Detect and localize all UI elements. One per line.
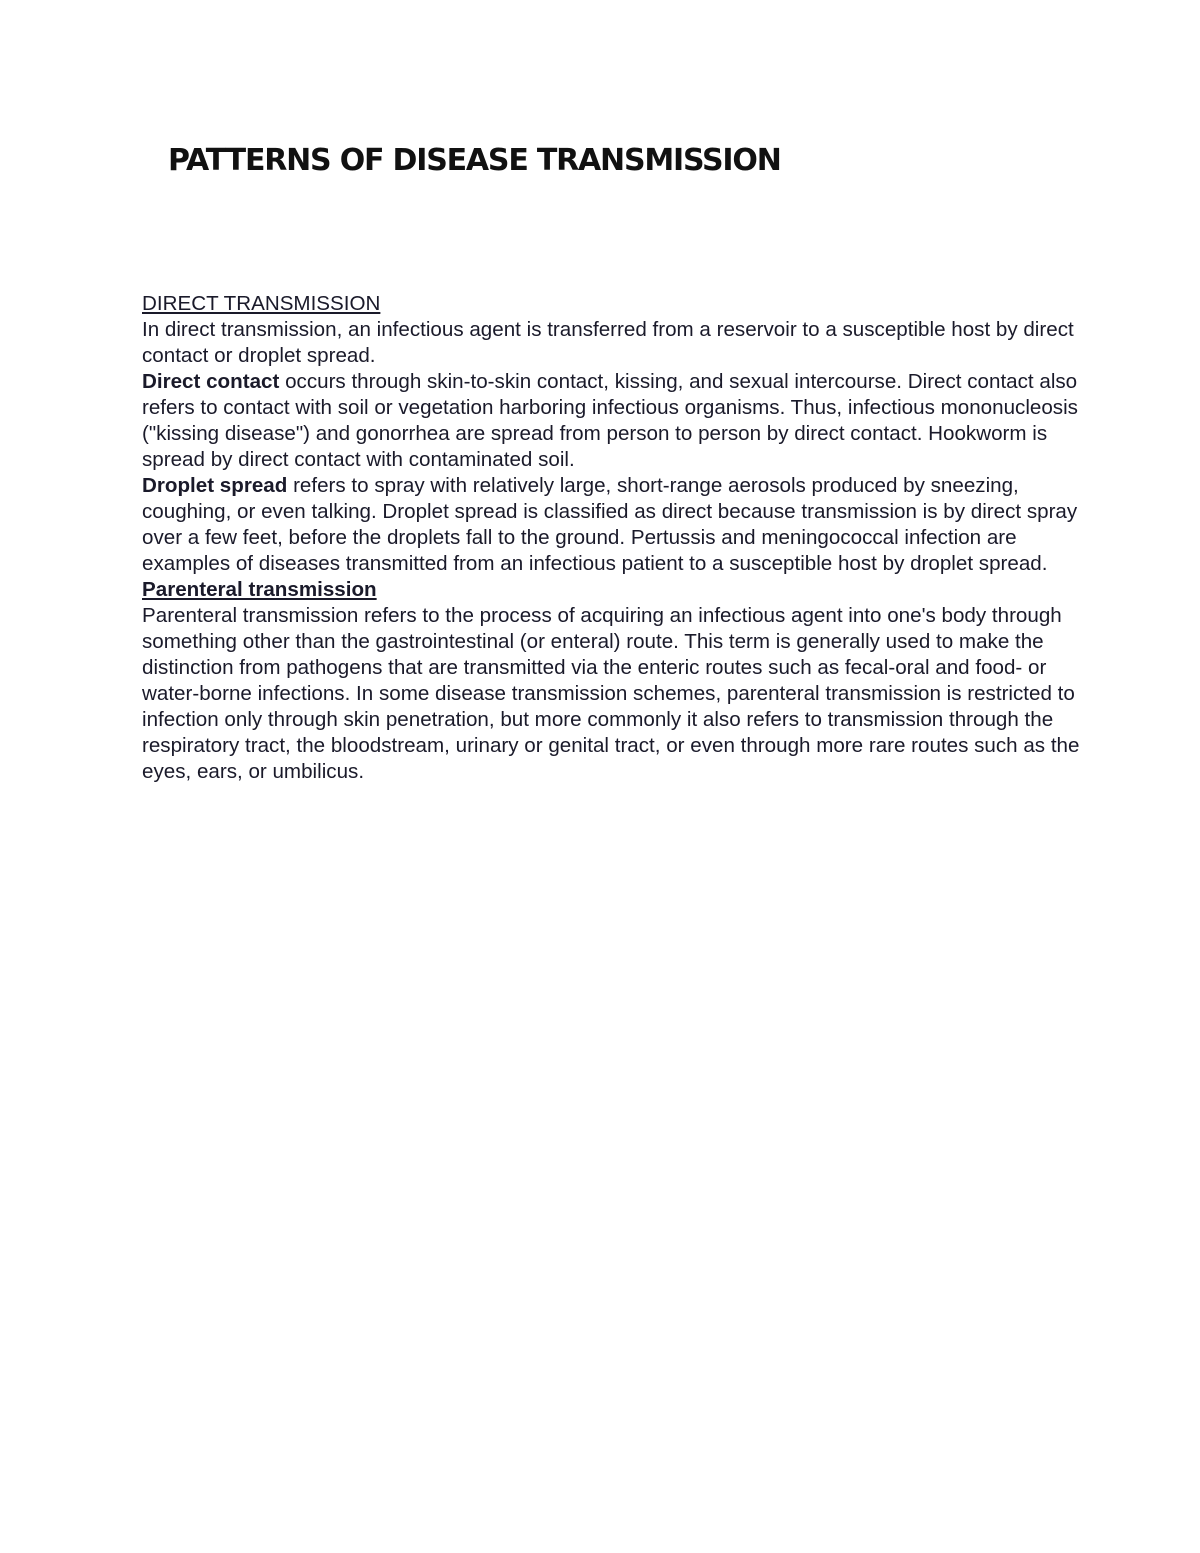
section-heading: DIRECT TRANSMISSION: [142, 292, 381, 315]
section-intro: In direct transmission, an infectious agent is transferred from a reservoir to a susceptible host by direct contact or droplet spread.: [142, 318, 1074, 367]
term-droplet-spread: Droplet spread: [142, 474, 288, 497]
section-direct-transmission: [142, 291, 1082, 577]
document-body: [142, 291, 1082, 785]
section-heading: Parenteral transmission: [142, 578, 377, 601]
document-title: PATTERNS OF DISEASE TRANSMISSION: [168, 143, 781, 178]
term-direct-contact: Direct contact: [142, 370, 280, 393]
section-intro: Parenteral transmission refers to the process of acquiring an infectious agent into one's body through something other than the gastrointestinal (or enteral) route. This term is generally used to make the distinction from pathogens that are transmitted via the enteric routes such as fecal-oral and food- or water-borne infections. In some disease transmission schemes, parenteral transmission is restricted to infection only through skin penetration, but more commonly it also refers to transmission through the respiratory tract, the bloodstream, urinary or genital tract, or even through more rare routes such as the eyes, ears, or umbilicus.: [142, 604, 1080, 783]
paragraph-droplet-spread: [142, 473, 1082, 577]
paragraph-text: refers to spray with relatively large, short-range aerosols produced by sneezing, coughing, or even talking. Droplet spread is classified as direct because transmission is by direct spray over a few feet, before the droplets fall to the ground. Pertussis and meningococcal infection are examples of diseases transmitted from an infectious patient to a susceptible host by droplet spread.: [142, 474, 1078, 575]
paragraph-direct-contact: [142, 369, 1082, 473]
paragraph-text: occurs through skin-to-skin contact, kissing, and sexual intercourse. Direct contact also refers to contact with soil or vegetation harboring infectious organisms. Thus, infectious mononucleosis ("kissing disease") and gonorrhea are spread from person to person by direct contact. Hookworm is spread by direct contact with contaminated soil.: [142, 370, 1078, 471]
section-parenteral-transmission: [142, 577, 1082, 785]
